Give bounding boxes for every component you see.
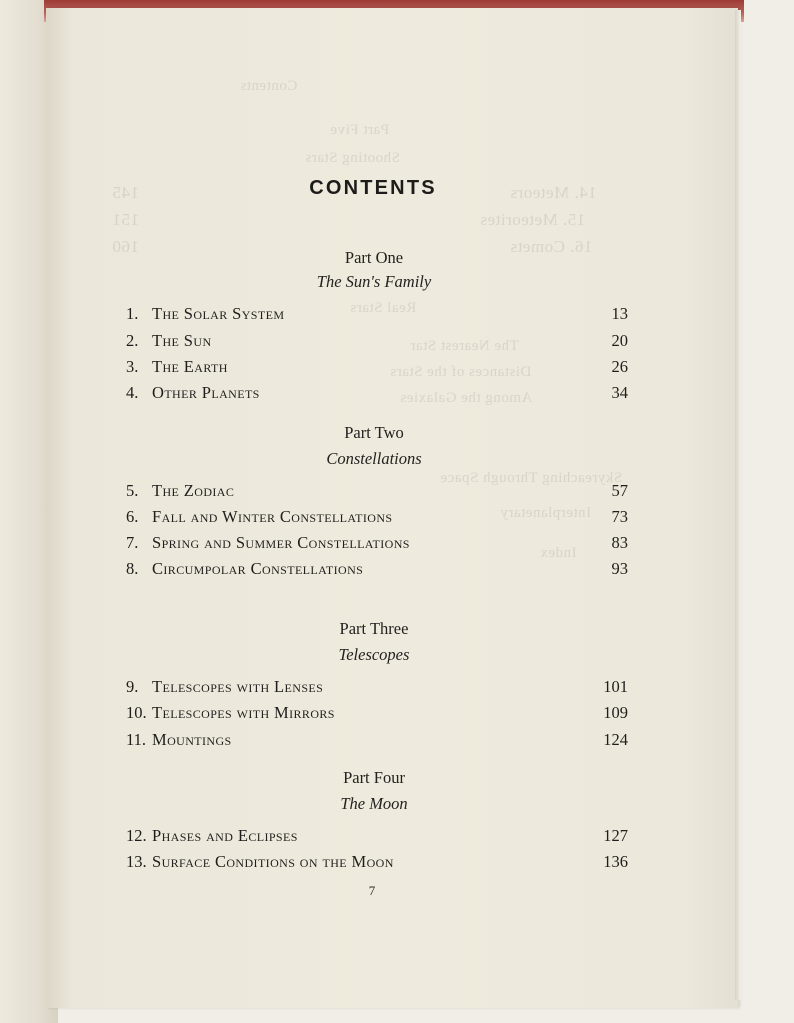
chapter-title: The Zodiac: [152, 481, 235, 500]
part-one-title: The Sun's Family: [316, 272, 432, 291]
show-through-text: The Nearest Star: [410, 338, 519, 354]
chapter-page-number: 109: [603, 703, 628, 722]
chapter-number: 6.: [126, 507, 139, 526]
chapter-page-number: 93: [611, 559, 628, 578]
part-three-label: Part Three: [339, 619, 409, 638]
part-two-title: Constellations: [326, 449, 422, 468]
part-one-label: Part One: [344, 248, 404, 267]
show-through-text: Interplanetary: [500, 505, 592, 521]
chapter-page-number: 124: [603, 730, 628, 749]
chapter-title: Surface Conditions on the Moon: [152, 852, 394, 871]
chapter-title: The Sun: [152, 331, 212, 350]
chapter-number: 7.: [126, 533, 139, 552]
chapter-number: 9.: [126, 677, 139, 696]
show-through-text: 15. Meteorites: [480, 210, 586, 229]
show-through-text: Real Stars: [350, 300, 417, 316]
toc-entry-5[interactable]: [126, 481, 628, 503]
chapter-title: Fall and Winter Constellations: [152, 507, 393, 526]
chapter-page-number: 136: [603, 852, 628, 871]
chapter-title: Telescopes with Lenses: [152, 677, 324, 696]
show-through-text: 16. Comets: [510, 237, 593, 256]
page-fore-edge: [735, 10, 741, 1000]
chapter-page-number: 57: [611, 481, 628, 500]
toc-entry-9[interactable]: [126, 677, 628, 699]
chapter-title: Telescopes with Mirrors: [152, 703, 335, 722]
show-through-text: 160: [112, 237, 139, 256]
chapter-title: Mountings: [152, 730, 232, 749]
chapter-number: 2.: [126, 331, 139, 350]
chapter-number: 5.: [126, 481, 139, 500]
show-through-text: Among the Galaxies: [400, 390, 533, 406]
show-through-text: 151: [112, 210, 139, 229]
show-through-text: 14. Meteors: [510, 183, 597, 202]
chapter-page-number: 20: [611, 331, 628, 350]
show-through-text: Index: [540, 545, 577, 561]
chapter-title: Circumpolar Constellations: [152, 559, 364, 578]
show-through-text: Distances of the Stars: [390, 364, 532, 380]
toc-entry-1[interactable]: [126, 304, 628, 326]
chapter-page-number: 26: [611, 357, 628, 376]
chapter-page-number: 127: [603, 826, 628, 845]
chapter-number: 11.: [126, 730, 147, 749]
toc-entry-4[interactable]: [126, 383, 628, 405]
show-through-text: 145: [112, 183, 139, 202]
toc-entry-3[interactable]: [126, 357, 628, 379]
chapter-title: Phases and Eclipses: [152, 826, 298, 845]
chapter-page-number: 101: [603, 677, 628, 696]
part-three-title: Telescopes: [338, 645, 410, 664]
show-through-text: Skyreaching Through Space: [440, 470, 623, 486]
toc-entry-10[interactable]: [126, 703, 628, 725]
toc-entry-7[interactable]: [126, 533, 628, 555]
chapter-number: 4.: [126, 383, 139, 402]
show-through-text: Contents: [240, 78, 298, 94]
toc-entry-12[interactable]: [126, 826, 628, 848]
contents-heading: CONTENTS: [309, 177, 437, 199]
chapter-page-number: 34: [611, 383, 628, 402]
toc-entry-11[interactable]: [126, 730, 628, 752]
toc-entry-13[interactable]: [126, 852, 628, 874]
chapter-number: 3.: [126, 357, 139, 376]
chapter-title: Spring and Summer Constellations: [152, 533, 410, 552]
chapter-page-number: 73: [611, 507, 628, 526]
chapter-number: 13.: [126, 852, 147, 871]
show-through-text: Part Five: [330, 122, 390, 138]
part-four-label: Part Four: [343, 768, 405, 787]
part-two-label: Part Two: [344, 423, 404, 442]
show-through-text: Shooting Stars: [305, 150, 400, 166]
chapter-page-number: 83: [611, 533, 628, 552]
chapter-number: 8.: [126, 559, 139, 578]
toc-entry-6[interactable]: [126, 507, 628, 529]
part-four-title: The Moon: [340, 794, 408, 813]
chapter-title: The Solar System: [152, 304, 285, 323]
page-folio: 7: [368, 883, 376, 898]
chapter-title: The Earth: [152, 357, 228, 376]
chapter-title: Other Planets: [152, 383, 260, 402]
chapter-number: 12.: [126, 826, 147, 845]
chapter-page-number: 13: [611, 304, 628, 323]
chapter-number: 1.: [126, 304, 139, 323]
toc-entry-8[interactable]: [126, 559, 628, 581]
chapter-number: 10.: [126, 703, 147, 722]
toc-entry-2[interactable]: [126, 331, 628, 353]
